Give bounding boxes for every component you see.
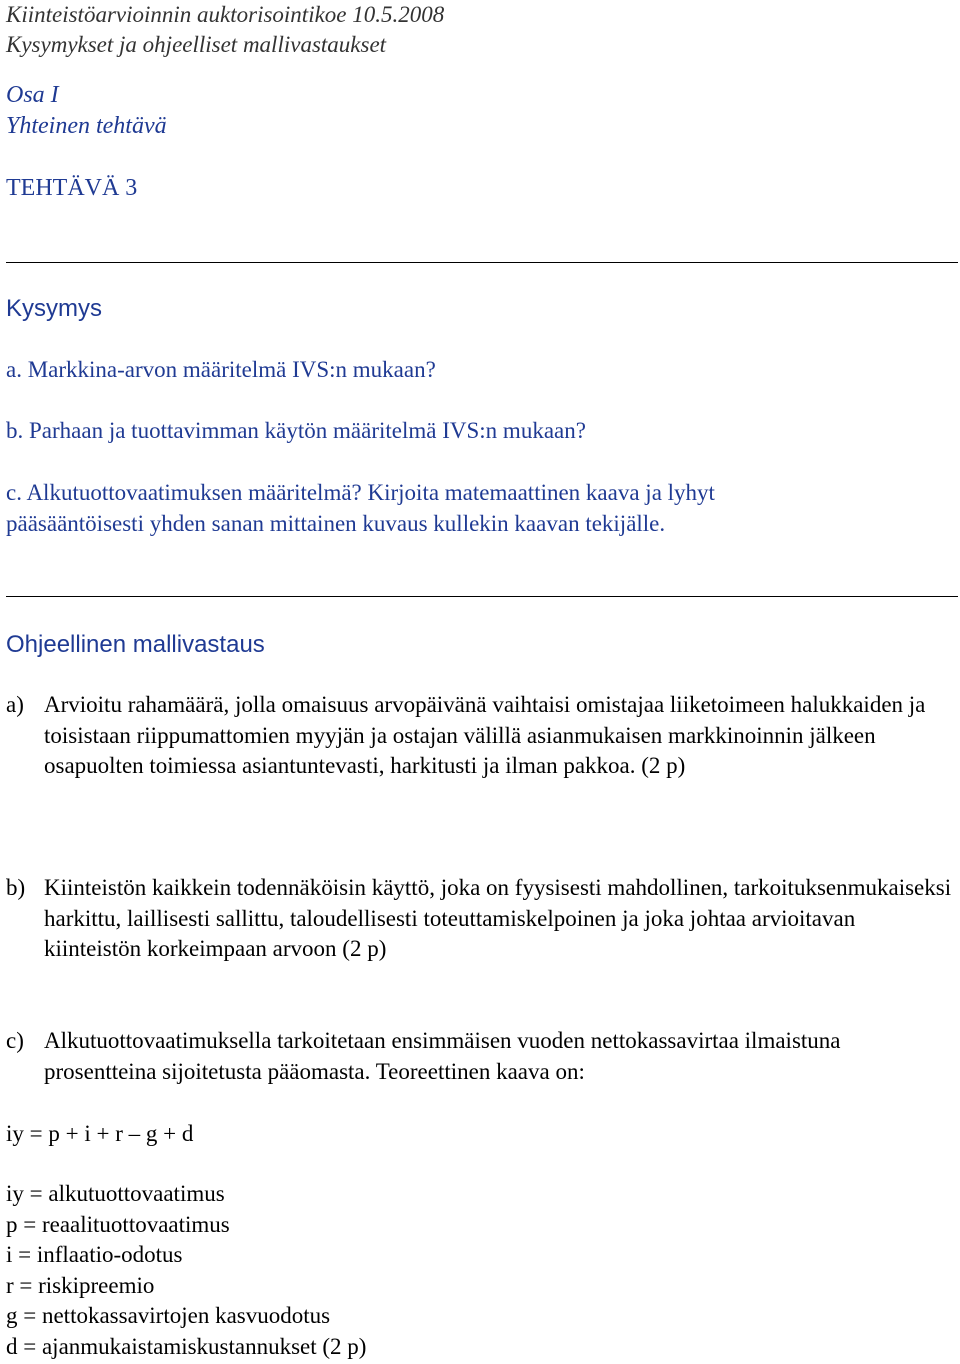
answer-a xyxy=(6,690,956,782)
definition-g: g = nettokassavirtojen kasvuodotus xyxy=(6,1303,331,1329)
task-title: TEHTÄVÄ 3 xyxy=(6,175,138,201)
exam-subtitle: Kysymykset ja ohjeelliset mallivastaukset xyxy=(6,32,387,57)
question-c-line2: pääsääntöisesti yhden sanan mittainen kuvaus kullekin kaavan tekijälle. xyxy=(6,511,666,536)
definition-p: p = reaalituottovaatimus xyxy=(6,1211,230,1237)
divider-middle xyxy=(6,596,958,597)
answer-b xyxy=(6,873,956,965)
question-heading: Kysymys xyxy=(6,295,102,322)
part-title: Osa I xyxy=(6,82,59,108)
definition-d: d = ajanmukaistamiskustannukset (2 p) xyxy=(6,1334,367,1359)
definition-r: r = riskipreemio xyxy=(6,1272,155,1298)
divider-top xyxy=(6,262,958,263)
answer-c xyxy=(6,1026,956,1087)
answer-a-label: a) xyxy=(6,692,24,717)
answer-c-label: c) xyxy=(6,1028,24,1053)
answer-a-text: Arvioitu rahamäärä, jolla omaisuus arvopäivänä vaihtaisi omistajaa liiketoimeen halukkaiden ja toisistaan riippumattomien myyjän ja ostajan välillä asianmukaisen markkinoinnin jälkeen osapuolten toimiessa asiantuntevasti, harkitusti ja ilman pakkoa. (2 p) xyxy=(44,692,926,778)
answer-c-text: Alkutuottovaatimuksella tarkoitetaan ensimmäisen vuoden nettokassavirtaa ilmaistuna prosentteina sijoitetusta pääomasta. Teoreettinen kaava on: xyxy=(44,1028,841,1084)
answer-b-label: b) xyxy=(6,875,26,900)
formula: iy = p + i + r – g + d xyxy=(6,1121,194,1146)
part-subtitle: Yhteinen tehtävä xyxy=(6,113,167,139)
question-c-line1: c. Alkutuottovaatimuksen määritelmä? Kirjoita matemaattinen kaava ja lyhyt xyxy=(6,480,715,505)
question-a: a. Markkina-arvon määritelmä IVS:n mukaan? xyxy=(6,357,436,382)
answer-b-text: Kiinteistön kaikkein todennäköisin käyttö, joka on fyysisesti mahdollinen, tarkoituksenmukaiseksi harkittu, laillisesti sallittu, taloudellisesti toteuttamiskelpoinen ja joka johtaa arvioitavan kiinteistön korkeimpaan arvoon (2 p) xyxy=(44,875,952,961)
definition-i: i = inflaatio-odotus xyxy=(6,1242,183,1268)
definition-iy: iy = alkutuottovaatimus xyxy=(6,1181,225,1206)
answer-heading: Ohjeellinen mallivastaus xyxy=(6,631,265,658)
exam-title: Kiinteistöarvioinnin auktorisointikoe 10.5.2008 xyxy=(6,2,445,27)
question-b: b. Parhaan ja tuottavimman käytön määritelmä IVS:n mukaan? xyxy=(6,418,586,443)
